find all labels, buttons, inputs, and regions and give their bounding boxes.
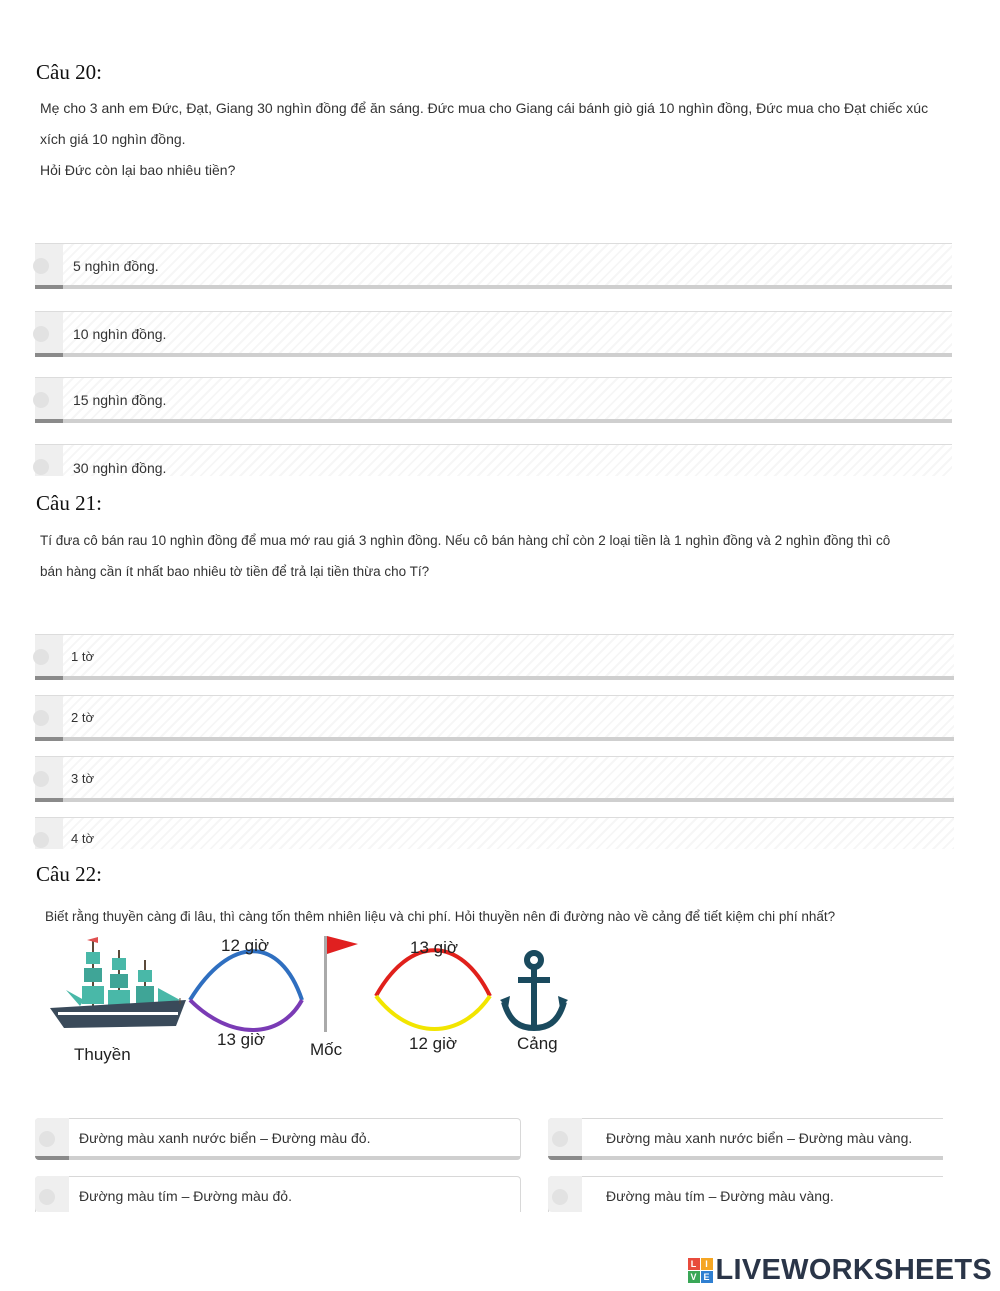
option-label: 4 tờ (71, 831, 94, 846)
boat-label: Thuyền (74, 1045, 131, 1064)
q22-option-3[interactable] (35, 1176, 521, 1212)
radio-icon[interactable] (33, 326, 49, 342)
blue-route (190, 951, 302, 1000)
radio-icon[interactable] (33, 649, 49, 665)
question-22-text: Biết rằng thuyền càng đi lâu, thì càng tốn thêm nhiên liệu và chi phí. Hỏi thuyền nên đi đường nào về cảng để tiết kiệm chi phí nhất? (45, 909, 836, 924)
q21-option-4[interactable] (35, 817, 954, 849)
red-route-time: 13 giờ (410, 938, 459, 957)
q21-option-1[interactable] (35, 634, 954, 680)
question-20-line-1: Mẹ cho 3 anh em Đức, Đạt, Giang 30 nghìn đồng để ăn sáng. Đức mua cho Giang cái bánh giò giá 10 nghìn đồng, Đức mua cho Đạt chiếc xúc (40, 100, 929, 116)
q20-option-3[interactable] (35, 377, 952, 423)
option-label: 30 nghìn đồng. (73, 460, 167, 476)
q22-option-4[interactable] (548, 1176, 943, 1212)
radio-icon[interactable] (33, 710, 49, 726)
yellow-route (376, 996, 490, 1029)
radio-icon[interactable] (33, 459, 49, 475)
q22-option-1[interactable] (35, 1118, 521, 1160)
option-label: Đường màu xanh nước biển – Đường màu đỏ. (79, 1130, 371, 1146)
radio-icon[interactable] (39, 1131, 55, 1147)
question-20-text (40, 93, 928, 186)
radio-icon[interactable] (33, 832, 49, 848)
q20-option-1[interactable] (35, 243, 952, 289)
question-21-text (40, 525, 890, 587)
question-20-line-3: Hỏi Đức còn lại bao nhiêu tiền? (40, 162, 236, 178)
logo-mark-icon: L I V E (688, 1258, 713, 1283)
radio-icon[interactable] (39, 1189, 55, 1205)
port-label: Cảng (517, 1034, 558, 1053)
marker-label: Mốc (310, 1040, 343, 1059)
yellow-route-time: 12 giờ (409, 1034, 458, 1053)
radio-icon[interactable] (33, 392, 49, 408)
liveworksheets-logo (688, 1252, 993, 1288)
option-label: 1 tờ (71, 649, 94, 664)
option-label: 10 nghìn đồng. (73, 326, 167, 342)
question-20-line-2: xích giá 10 nghìn đồng. (40, 131, 186, 147)
question-21-title: Câu 21: (36, 491, 102, 515)
option-label: 3 tờ (71, 771, 94, 786)
question-20-title: Câu 20: (36, 60, 102, 84)
radio-icon[interactable] (33, 771, 49, 787)
blue-route-time: 12 giờ (221, 936, 270, 955)
q21-option-3[interactable] (35, 756, 954, 802)
route-figure (40, 930, 600, 1070)
option-label: 15 nghìn đồng. (73, 392, 167, 408)
purple-route (190, 1000, 302, 1030)
question-21-line-2: bán hàng cần ít nhất bao nhiêu tờ tiền để trả lại tiền thừa cho Tí? (40, 564, 430, 579)
radio-icon[interactable] (552, 1131, 568, 1147)
option-label: Đường màu xanh nước biển – Đường màu vàng. (606, 1130, 913, 1146)
radio-icon[interactable] (33, 258, 49, 274)
q20-option-2[interactable] (35, 311, 952, 357)
q21-option-2[interactable] (35, 695, 954, 741)
option-label: 2 tờ (71, 710, 94, 725)
anchor-icon (504, 953, 564, 1028)
question-22-title: Câu 22: (36, 862, 102, 886)
question-21-line-1: Tí đưa cô bán rau 10 nghìn đồng để mua mớ rau giá 3 nghìn đồng. Nếu cô bán hàng chỉ còn 2 loại tiền là 1 nghìn đồng và 2 nghìn đồng thì cô (40, 533, 891, 548)
q22-option-2[interactable] (548, 1118, 943, 1160)
option-label: 5 nghìn đồng. (73, 258, 159, 274)
logo-wordmark: LIVEWORKSHEETS (715, 1253, 992, 1286)
q20-option-4[interactable] (35, 444, 952, 476)
purple-route-time: 13 giờ (217, 1030, 266, 1049)
flag-icon (324, 936, 358, 1032)
option-label: Đường màu tím – Đường màu đỏ. (79, 1188, 292, 1204)
option-label: Đường màu tím – Đường màu vàng. (606, 1188, 834, 1204)
radio-icon[interactable] (552, 1189, 568, 1205)
boat-icon (50, 937, 186, 1028)
